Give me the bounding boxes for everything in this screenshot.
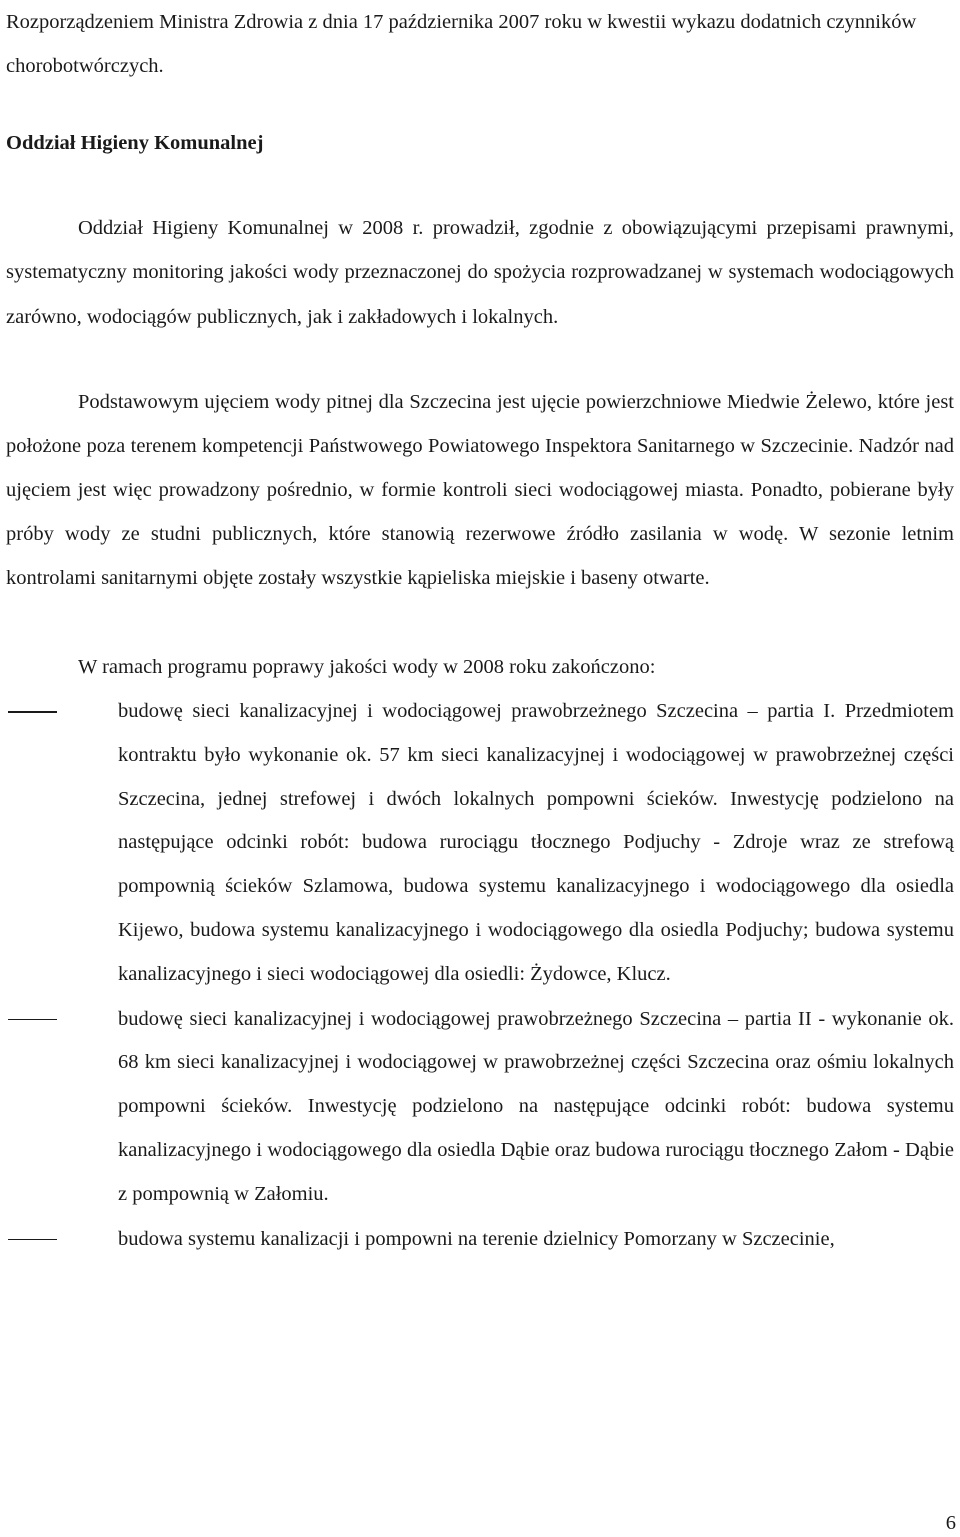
list-item <box>6 998 954 1217</box>
section-heading: Oddział Higieny Komunalnej <box>6 132 264 154</box>
list-item-text: budowa systemu kanalizacji i pompowni na terenie dzielnicy Pomorzany w Szczecinie, <box>118 1227 835 1250</box>
list-item-text: budowę sieci kanalizacyjnej i wodociągowej prawobrzeżnego Szczecina – partia II - wykonanie ok. 68 km sieci kanalizacyjnej i wodociągowej w prawobrzeżnej części Szczecina oraz ośmiu lokalnych pompowni ścieków. Inwestycję podzielono na następujące odcinki robót: budowa systemu kanalizacyjnego i wodociągowego dla osiedla Dąbie oraz budowa rurociągu tłocznego Załom - Dąbie z pompownią w Załomiu. <box>118 1007 954 1205</box>
paragraph-program-intro: W ramach programu poprawy jakości wody w 2008 roku zakończono: <box>78 656 656 678</box>
paragraph-water-intake: Podstawowym ujęciem wody pitnej dla Szczecina jest ujęcie powierzchniowe Miedwie Żelewo, które jest położone poza terenem kompetencji Państwowego Powiatowego Inspektora Sanitarnego w Szczecinie. Nadzór nad ujęciem jest więc prowadzony pośrednio, w formie kontroli sieci wodociągowej miasta. Ponadto, pobierane były próby wody ze studni publicznych, które stanowią rezerwowe źródło zasilania w wodę. W sezonie letnim kontrolami sanitarnymi objęte zostały wszystkie kąpieliska miejskie i baseny otwarte. <box>6 391 954 589</box>
list-item-text: budowę sieci kanalizacyjnej i wodociągowej prawobrzeżnego Szczecina – partia I. Przedmiotem kontraktu było wykonanie ok. 57 km sieci kanalizacyjnej i wodociągowej w prawobrzeżnej części Szczecina, jednej strefowej i dwóch lokalnych pompowni ścieków. Inwestycję podzielono na następujące odcinki robót: budowa rurociągu tłocznego Podjuchy - Zdroje wraz ze strefową pompownią ścieków Szlamowa, budowa systemu kanalizacyjnego i wodociągowego dla osiedla Kijewo, budowa systemu kanalizacyjnego i wodociągowego dla osiedla Podjuchy; budowa systemu kanalizacyjnego i sieci wodociągowej dla osiedli: Żydowce, Klucz. <box>118 700 954 985</box>
dash-bullet-icon <box>8 1239 57 1241</box>
dash-bullet-icon <box>8 711 57 713</box>
dash-bullet-icon <box>8 1019 57 1021</box>
intro-text: Rozporządzeniem Ministra Zdrowia z dnia 17 października 2007 roku w kwestii wykazu dodatnich czynników chorobotwórczych. <box>6 11 917 77</box>
paragraph-monitoring: Oddział Higieny Komunalnej w 2008 r. prowadził, zgodnie z obowiązującymi przepisami prawnymi, systematyczny monitoring jakości wody przeznaczonej do spożycia rozprowadzanej w systemach wodociągowych zarówno, wodociągów publicznych, jak i zakładowych i lokalnych. <box>6 217 954 328</box>
list-item <box>6 690 954 997</box>
completed-works-list <box>6 690 954 1261</box>
list-item <box>6 1218 954 1262</box>
page-number: 6 <box>945 1512 956 1534</box>
